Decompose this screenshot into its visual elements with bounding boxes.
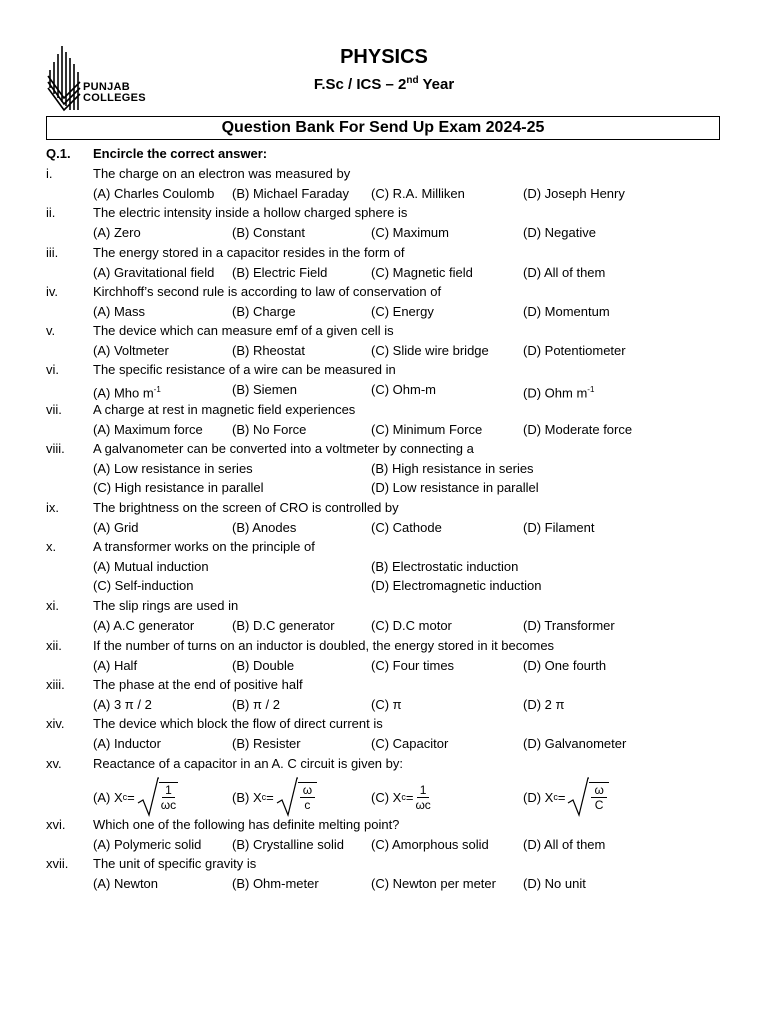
question-row [0, 400, 768, 419]
option-text: (D) Joseph Henry [523, 186, 625, 201]
option-text: (D) Negative [523, 225, 596, 240]
answer-option[interactable] [93, 695, 152, 714]
option-text: (C) Magnetic field [371, 265, 473, 280]
answer-option[interactable] [371, 223, 449, 242]
question-number: vii. [46, 402, 62, 417]
question-row [0, 164, 768, 183]
option-text: (B) Electric Field [232, 265, 328, 280]
formula-label: (D) X [523, 789, 554, 805]
option-text: (B) Crystalline solid [232, 837, 344, 852]
option-text: (D) Transformer [523, 618, 615, 633]
question-row [0, 636, 768, 655]
question-number: iii. [46, 245, 59, 260]
answer-option[interactable] [371, 302, 434, 321]
option-text: (B) D.C generator [232, 618, 335, 633]
option-text: (B) Siemen [232, 382, 298, 397]
answer-option[interactable] [93, 302, 145, 321]
answer-option[interactable] [232, 874, 319, 893]
option-text: (C) Energy [371, 304, 434, 319]
square-root-icon [137, 777, 178, 817]
question-stem: Which one of the following has definite melting point? [93, 817, 400, 832]
fraction-denominator: C [594, 798, 604, 812]
options-row [0, 734, 768, 753]
option-text: (B) Ohm-meter [232, 876, 319, 891]
answer-option[interactable] [93, 263, 214, 282]
question-stem: A galvanometer can be converted into a voltmeter by connecting a [93, 441, 474, 456]
formula-label: (B) X [232, 789, 262, 805]
option-text: (D) One fourth [523, 658, 607, 673]
fraction-denominator: c [304, 798, 311, 812]
square-root-icon [276, 777, 317, 817]
option-text: (C) Four times [371, 658, 455, 673]
option-text: (C) Ohm-m [371, 382, 436, 397]
fraction-numerator: 1 [417, 783, 430, 798]
answer-option[interactable] [232, 302, 296, 321]
option-text: (C) R.A. Milliken [371, 186, 465, 201]
answer-option[interactable] [232, 420, 306, 439]
options-row [0, 835, 768, 854]
answer-option[interactable] [93, 656, 137, 675]
answer-option[interactable] [232, 695, 280, 714]
question-number: xi. [46, 598, 59, 613]
option-text: (B) Michael Faraday [232, 186, 350, 201]
options-row [0, 518, 768, 537]
answer-option[interactable] [93, 420, 203, 439]
question-row [0, 854, 768, 873]
fraction-numerator: ω [591, 783, 606, 798]
question-row [0, 714, 768, 733]
option-text: (B) Rheostat [232, 343, 305, 358]
answer-option[interactable] [93, 734, 161, 753]
answer-option[interactable]: (B) High resistance in series [371, 461, 534, 476]
page-title: PHYSICS [340, 46, 428, 68]
question-number: v. [46, 323, 56, 338]
option-text: (C) Minimum Force [371, 422, 483, 437]
option-text: (D) Potentiometer [523, 343, 626, 358]
question-number: xvii. [46, 856, 69, 871]
options-row [0, 695, 768, 714]
option-text: (A) 3 π / 2 [93, 697, 152, 712]
option-text: (D) Ohm m [523, 385, 588, 401]
option-text: (A) Grid [93, 520, 139, 535]
answer-option[interactable] [371, 341, 489, 360]
answer-option[interactable] [523, 695, 564, 714]
option-text: (C) Cathode [371, 520, 442, 535]
formula-equals: = [266, 789, 274, 805]
option-text: (A) Voltmeter [93, 343, 169, 358]
question-number: viii. [46, 441, 65, 456]
answer-option[interactable] [371, 835, 489, 854]
question-stem: The device which can measure emf of a given cell is [93, 323, 394, 338]
answer-option[interactable]: (B) Electrostatic induction [371, 559, 519, 574]
question-number: xv. [46, 756, 62, 771]
options-row [0, 459, 768, 478]
option-text: (C) Amorphous solid [371, 837, 489, 852]
question-number: x. [46, 539, 57, 554]
question-number: ii. [46, 205, 56, 220]
answer-option[interactable] [93, 223, 141, 242]
section-heading [0, 144, 768, 163]
options-row [0, 420, 768, 439]
answer-option[interactable] [93, 616, 194, 635]
option-text: (A) Zero [93, 225, 141, 240]
option-text: (B) Anodes [232, 520, 297, 535]
answer-option[interactable] [93, 341, 169, 360]
formula-option-b [232, 774, 317, 820]
answer-option[interactable]: (D) Electromagnetic induction [371, 578, 542, 593]
fraction-denominator: ωc [160, 798, 177, 812]
fraction-numerator: ω [300, 783, 315, 798]
question-number: xiv. [46, 716, 65, 731]
formula-equals: = [557, 789, 566, 805]
answer-option[interactable] [232, 263, 327, 282]
answer-option[interactable] [523, 518, 595, 537]
answer-option[interactable] [523, 223, 596, 242]
question-stem: Reactance of a capacitor in an A. C circuit is given by: [93, 756, 403, 771]
subtitle-suffix: Year [418, 76, 455, 93]
answer-option[interactable] [371, 263, 473, 282]
option-text: (D) Moderate force [523, 422, 633, 437]
question-stem: The specific resistance of a wire can be measured in [93, 362, 396, 377]
question-row [0, 439, 768, 458]
question-row [0, 203, 768, 222]
logo-line-2: COLLEGES [83, 92, 146, 104]
options-row [0, 223, 768, 242]
answer-option[interactable]: (D) Low resistance in parallel [371, 480, 539, 495]
question-row [0, 754, 768, 773]
question-row [0, 360, 768, 379]
options-row [0, 263, 768, 282]
answer-option[interactable] [371, 616, 452, 635]
square-root-icon [567, 777, 608, 817]
question-number: xvi. [46, 817, 66, 832]
option-text: (D) All of them [523, 837, 606, 852]
answer-option[interactable]: (A) Low resistance in series [93, 461, 253, 476]
section-number: Q.1. [46, 146, 71, 161]
question-row [0, 596, 768, 615]
options-row [0, 184, 768, 203]
options-row [0, 656, 768, 675]
formula-subscript: c [553, 792, 558, 802]
formula-label: (A) X [93, 789, 123, 805]
option-text: (D) All of them [523, 265, 606, 280]
question-stem: A transformer works on the principle of [93, 539, 315, 554]
formula-option-d [523, 774, 609, 820]
answer-option[interactable] [371, 380, 436, 399]
answer-option[interactable] [523, 302, 610, 321]
option-text: (A) Half [93, 658, 138, 673]
answer-option[interactable] [93, 184, 214, 203]
option-superscript: -1 [587, 385, 595, 394]
exam-banner: Question Bank For Send Up Exam 2024-25 [46, 116, 720, 140]
answer-option[interactable] [232, 341, 305, 360]
answer-option[interactable] [523, 656, 606, 675]
formula-option-c [371, 774, 431, 820]
question-row [0, 498, 768, 517]
question-stem: The unit of specific gravity is [93, 856, 257, 871]
question-stem: If the number of turns on an inductor is doubled, the energy stored in it becomes [93, 638, 555, 653]
option-text: (C) Slide wire bridge [371, 343, 489, 358]
option-text: (B) Double [232, 658, 295, 673]
formula-subscript: c [122, 792, 128, 802]
option-text: (A) Maximum force [93, 422, 203, 437]
answer-option[interactable] [523, 380, 594, 402]
answer-option[interactable] [523, 835, 605, 854]
question-number: iv. [46, 284, 59, 299]
answer-option[interactable] [93, 518, 139, 537]
answer-option[interactable] [232, 656, 294, 675]
question-number: vi. [46, 362, 59, 377]
question-row [0, 675, 768, 694]
answer-option[interactable] [523, 734, 626, 753]
question-row [0, 243, 768, 262]
answer-option[interactable] [232, 616, 335, 635]
options-row [0, 557, 768, 576]
answer-option[interactable] [371, 656, 454, 675]
option-text: (A) Polymeric solid [93, 837, 202, 852]
option-text: (A) A.C generator [93, 618, 195, 633]
option-text: (A) Newton [93, 876, 159, 891]
question-stem: The phase at the end of positive half [93, 677, 303, 692]
question-row [0, 282, 768, 301]
option-text: (A) Mho m [93, 385, 154, 401]
option-text: (D) No unit [523, 876, 586, 891]
option-text: (C) Maximum [371, 225, 449, 240]
section-instruction: Encircle the correct answer: [93, 146, 268, 161]
option-text: (A) Inductor [93, 736, 161, 751]
answer-option[interactable] [232, 518, 296, 537]
options-row [0, 341, 768, 360]
question-number: i. [46, 166, 53, 181]
answer-option[interactable] [371, 874, 496, 893]
option-text: (C) D.C motor [371, 618, 452, 633]
answer-option[interactable] [232, 380, 297, 399]
fraction-numerator: 1 [162, 783, 175, 798]
formula-subscript: c [261, 792, 267, 802]
option-text: (D) Momentum [523, 304, 610, 319]
answer-option[interactable]: (C) Self-induction [93, 578, 194, 593]
formula-equals: = [405, 789, 414, 805]
question-stem: The slip rings are used in [93, 598, 239, 613]
fraction [159, 782, 178, 812]
answer-option[interactable] [93, 380, 161, 402]
logo-line-1: PUNJAB [83, 81, 131, 93]
question-row [0, 537, 768, 556]
fraction [298, 782, 317, 812]
question-number: xiii. [46, 677, 65, 692]
option-text: (B) No Force [232, 422, 307, 437]
formula-option-a [93, 774, 178, 820]
option-text: (D) 2 π [523, 697, 565, 712]
answer-option[interactable] [93, 835, 201, 854]
fraction [589, 782, 608, 812]
options-row [0, 380, 768, 399]
options-row [0, 616, 768, 635]
question-stem: The device which block the flow of direct current is [93, 716, 383, 731]
option-superscript: -1 [153, 385, 161, 394]
options-row [0, 478, 768, 497]
question-stem: Kirchhoff’s second rule is according to law of conservation of [93, 284, 442, 299]
options-row [0, 874, 768, 893]
answer-option[interactable] [93, 874, 158, 893]
formula-label: (C) X [371, 789, 402, 805]
option-text: (B) Constant [232, 225, 305, 240]
options-row [0, 302, 768, 321]
option-text: (B) Charge [232, 304, 296, 319]
answer-option[interactable]: (C) High resistance in parallel [93, 480, 264, 495]
answer-option[interactable] [523, 184, 625, 203]
answer-option[interactable] [523, 341, 626, 360]
answer-option[interactable] [371, 184, 465, 203]
option-text: (D) Filament [523, 520, 595, 535]
answer-option[interactable] [371, 420, 482, 439]
question-stem: The electric intensity inside a hollow charged sphere is [93, 205, 408, 220]
option-text: (D) Galvanometer [523, 736, 627, 751]
question-row [0, 321, 768, 340]
question-number: xii. [46, 638, 62, 653]
answer-option[interactable] [232, 223, 305, 242]
answer-option[interactable] [523, 616, 615, 635]
answer-option[interactable]: (A) Mutual induction [93, 559, 209, 574]
page-subtitle [0, 75, 768, 93]
formula-subscript: c [401, 792, 406, 802]
subtitle-superscript: nd [406, 75, 419, 86]
option-text: (A) Gravitational field [93, 265, 215, 280]
option-text: (C) Capacitor [371, 736, 449, 751]
question-stem: The energy stored in a capacitor resides in the form of [93, 245, 405, 260]
answer-option[interactable] [371, 695, 402, 714]
option-text: (B) Resister [232, 736, 301, 751]
option-text: (A) Charles Coulomb [93, 186, 215, 201]
answer-option[interactable] [523, 874, 586, 893]
answer-option[interactable] [523, 420, 632, 439]
question-stem: A charge at rest in magnetic field experiences [93, 402, 356, 417]
answer-option[interactable] [232, 835, 344, 854]
option-text: (A) Mass [93, 304, 145, 319]
formula-equals: = [127, 789, 135, 805]
option-text: (B) π / 2 [232, 697, 280, 712]
question-stem: The brightness on the screen of CRO is controlled by [93, 500, 399, 515]
formula-options [0, 774, 768, 820]
fraction [415, 783, 430, 812]
options-row [0, 576, 768, 595]
option-text: (C) π [371, 697, 402, 712]
question-stem: The charge on an electron was measured by [93, 166, 351, 181]
question-number: ix. [46, 500, 59, 515]
answer-option[interactable] [371, 734, 448, 753]
answer-option[interactable] [232, 734, 301, 753]
answer-option[interactable] [523, 263, 605, 282]
answer-option[interactable] [371, 518, 442, 537]
option-text: (C) Newton per meter [371, 876, 496, 891]
fraction-denominator: ωc [415, 797, 431, 812]
subtitle-prefix: F.Sc / ICS – 2 [313, 76, 407, 93]
answer-option[interactable] [232, 184, 349, 203]
